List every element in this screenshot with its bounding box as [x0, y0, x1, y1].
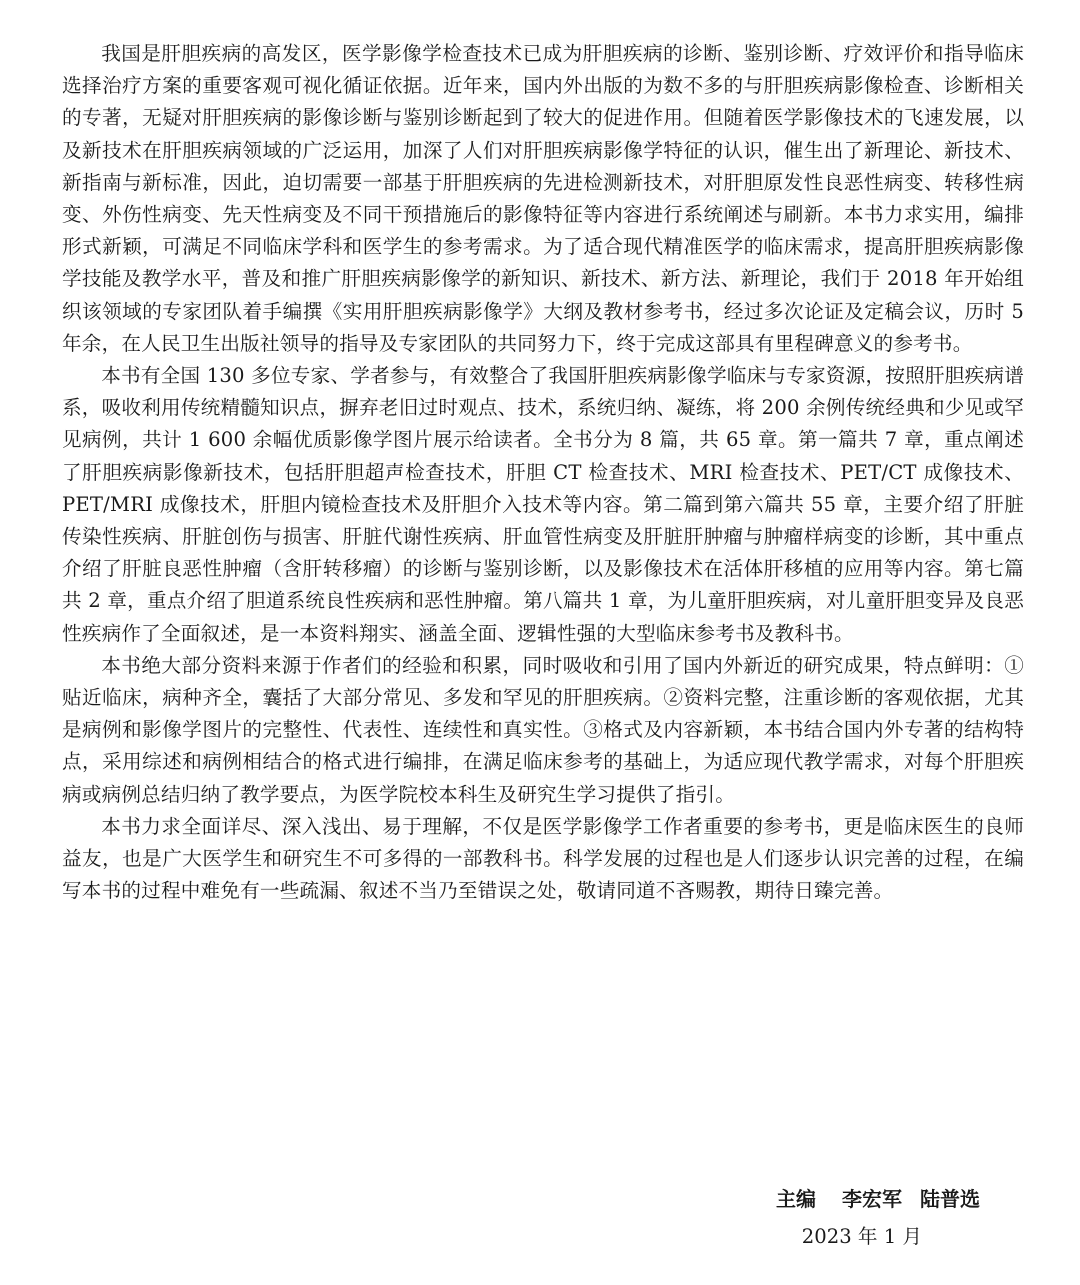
- paragraph-2: 本书有全国 130 多位专家、学者参与，有效整合了我国肝胆疾病影像学临床与专家资源，按照肝胆疾病谱系，吸收利用传统精髓知识点，摒弃老旧过时观点、技术，系统归纳、凝练，将 200 余例传统经典和少见或罕见病例，共计 1 600 余幅优质影像学图片展示给读者。全书分为 8 篇，共 65 章。第一篇共 7 章，重点阐述了肝胆疾病影像新技术，包括肝胆超声检查技术，肝胆 CT 检查技术、MRI 检查技术、PET/CT 成像技术、PET/MRI 成像技术，肝胆内镜检查技术及肝胆介入技术等内容。第二篇到第六篇共 55 章，主要介绍了肝脏传染性疾病、肝脏创伤与损害、肝脏代谢性疾病、肝血管性病变及肝脏肝肿瘤与肿瘤样病变的诊断，其中重点介绍了肝脏良恶性肿瘤（含肝转移瘤）的诊断与鉴别诊断，以及影像技术在活体肝移植的应用等内容。第七篇共 2 章，重点介绍了胆道系统良性疾病和恶性肿瘤。第八篇共 1 章，为儿童肝胆疾病，对儿童肝胆变异及良恶性疾病作了全面叙述，是一本资料翔实、涵盖全面、逻辑性强的大型临床参考书及教科书。: [62, 364, 1024, 645]
- signature-line: [776, 1184, 980, 1214]
- editor-role: 主编: [776, 1187, 816, 1211]
- editor-name-2: 陆普选: [920, 1187, 980, 1211]
- paragraph-1: 我国是肝胆疾病的高发区，医学影像学检查技术已成为肝胆疾病的诊断、鉴别诊断、疗效评价和指导临床选择治疗方案的重要客观可视化循证依据。近年来，国内外出版的为数不多的与肝胆疾病影像检查、诊断相关的专著，无疑对肝胆疾病的影像诊断与鉴别诊断起到了较大的促进作用。但随着医学影像技术的飞速发展，以及新技术在肝胆疾病领域的广泛运用，加深了人们对肝胆疾病影像学特征的认识，催生出了新理论、新技术、新指南与新标准，因此，迫切需要一部基于肝胆疾病的先进检测新技术，对肝胆原发性良恶性病变、转移性病变、外伤性病变、先天性病变及不同干预措施后的影像特征等内容进行系统阐述与刷新。本书力求实用，编排形式新颖，可满足不同临床学科和医学生的参考需求。为了适合现代精准医学的临床需求，提高肝胆疾病影像学技能及教学水平，普及和推广肝胆疾病影像学的新知识、新技术、新方法、新理论，我们于 2018 年开始组织该领域的专家团队着手编撰《实用肝胆疾病影像学》大纲及教材参考书，经过多次论证及定稿会议，历时 5 年余，在人民卫生出版社领导的指导及专家团队的共同努力下，终于完成这部具有里程碑意义的参考书。: [62, 42, 1024, 355]
- date-line: 2023 年 1 月: [801, 1225, 922, 1248]
- paragraph-4: 本书力求全面详尽、深入浅出、易于理解，不仅是医学影像学工作者重要的参考书，更是临床医生的良师益友，也是广大医学生和研究生不可多得的一部教科书。科学发展的过程也是人们逐步认识完善的过程，在编写本书的过程中难免有一些疏漏、叙述不当乃至错误之处，敬请同道不吝赐教，期待日臻完善。: [62, 814, 1024, 903]
- paragraph-3: 本书绝大部分资料来源于作者们的经验和积累，同时吸收和引用了国内外新近的研究成果，特点鲜明：①贴近临床，病种齐全，囊括了大部分常见、多发和罕见的肝胆疾病。②资料完整，注重诊断的客观依据，尤其是病例和影像学图片的完整性、代表性、连续性和真实性。③格式及内容新颖，本书结合国内外专著的结构特点，采用综述和病例相结合的格式进行编排，在满足临床参考的基础上，为适应现代教学需求，对每个肝胆疾病或病例总结归纳了教学要点，为医学院校本科生及研究生学习提供了指引。: [62, 653, 1024, 806]
- preface-body: [62, 38, 1024, 907]
- editor-name-1: 李宏军: [842, 1187, 902, 1211]
